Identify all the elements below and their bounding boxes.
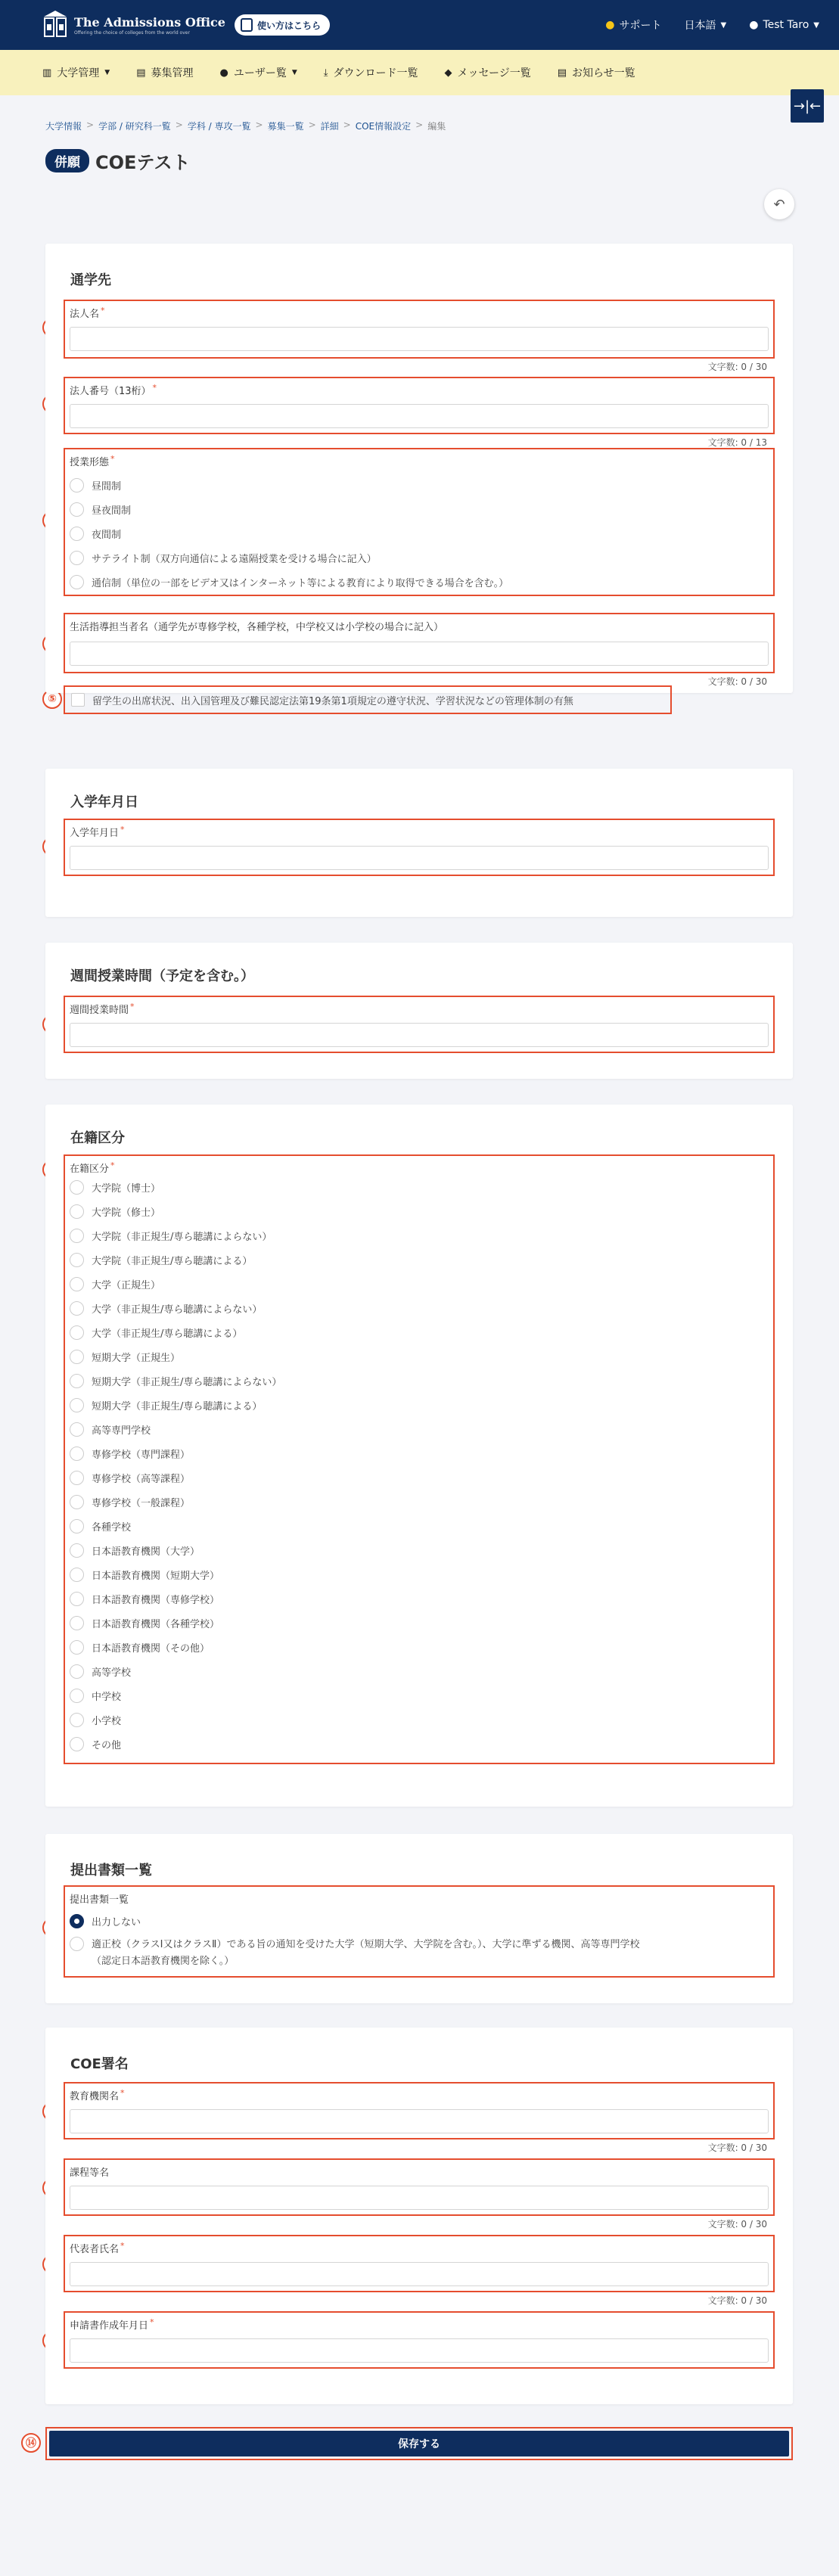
- org-name-input[interactable]: [70, 2109, 769, 2133]
- option-label: 短期大学（正規生）: [92, 1352, 181, 1364]
- nav-recruitment[interactable]: [136, 65, 193, 80]
- option-label: 大学院（博士）: [92, 1182, 161, 1195]
- breadcrumb-separator: >: [175, 120, 183, 130]
- save-button-group: [45, 2427, 793, 2460]
- nav-label: ユーザー覧: [233, 67, 287, 79]
- representative-label: [70, 2241, 125, 2255]
- logo[interactable]: [74, 15, 225, 36]
- radio-button[interactable]: [70, 1229, 84, 1243]
- checkbox-label: 留学生の出席状況、出入国管理及び難民認定法第19条第1項規定の遵守状況、学習状況などの管理体制の有無: [92, 695, 573, 707]
- option-label: 出力しない: [92, 1916, 141, 1928]
- section-title: 提出書類一覧: [70, 1863, 152, 1878]
- radio-button[interactable]: [70, 1180, 84, 1195]
- corp-number-input[interactable]: [70, 404, 769, 428]
- option-label: 専修学校（一般課程）: [92, 1497, 191, 1509]
- option-label: 短期大学（非正規生/専ら聴講による）: [92, 1400, 263, 1412]
- user-menu[interactable]: [749, 19, 819, 31]
- radio-button[interactable]: [70, 1301, 84, 1316]
- notice-icon: ▤: [557, 67, 567, 79]
- collapse-toggle-button[interactable]: [791, 89, 824, 123]
- chevron-down-icon: ▼: [104, 69, 110, 76]
- status-option[interactable]: [70, 1397, 262, 1413]
- label-text: 法人名: [70, 309, 100, 320]
- status-option[interactable]: [70, 1590, 219, 1607]
- status-option[interactable]: [70, 1518, 131, 1534]
- status-option[interactable]: [70, 1276, 160, 1292]
- option-label: 日本語教育機関（各種学校）: [92, 1618, 220, 1630]
- weekly-hours-group: [64, 996, 775, 1053]
- class-format-option[interactable]: [70, 549, 377, 566]
- breadcrumb-item[interactable]: 募集一覧: [267, 121, 304, 132]
- required-mark: *: [120, 2088, 125, 2098]
- section-title: 在籍区分: [70, 1130, 125, 1146]
- enrollment-status-section: [45, 1105, 793, 1807]
- page-title-text: COEテスト: [95, 152, 191, 173]
- radio-button[interactable]: [70, 1277, 84, 1291]
- option-label: 大学院（非正規生/専ら聴講によらない）: [92, 1231, 272, 1243]
- radio-button[interactable]: [70, 1422, 84, 1437]
- undo-icon: ↶: [773, 196, 785, 213]
- breadcrumb-current: 編集: [427, 121, 446, 132]
- radio-button[interactable]: [70, 1592, 84, 1606]
- section-title: 入学年月日: [70, 794, 138, 810]
- user-icon: ●: [749, 19, 759, 31]
- radio-button[interactable]: [70, 1616, 84, 1630]
- radio-button[interactable]: [70, 478, 84, 493]
- application-date-label: [70, 2317, 154, 2332]
- option-label: 高等学校: [92, 1667, 132, 1679]
- school-section: [45, 244, 793, 693]
- option-label: 大学（正規生）: [92, 1279, 161, 1291]
- label-text: 入学年月日: [70, 828, 120, 839]
- breadcrumb-separator: >: [308, 120, 316, 130]
- top-header: [0, 0, 839, 50]
- class-format-option[interactable]: [70, 525, 121, 542]
- enrollment-date-group: [64, 819, 775, 876]
- nav-label: 大学管理: [57, 67, 100, 79]
- corp-number-group: [64, 377, 775, 434]
- option-label: 日本語教育機関（その他）: [92, 1642, 210, 1655]
- application-date-group: [64, 2311, 775, 2369]
- status-option[interactable]: [70, 1493, 190, 1510]
- chat-icon: ◆: [444, 67, 452, 79]
- course-name-group: [64, 2158, 775, 2216]
- required-mark: *: [150, 2317, 154, 2327]
- corp-name-label: [70, 306, 105, 320]
- required-mark: *: [120, 2241, 125, 2251]
- radio-button[interactable]: [70, 1737, 84, 1751]
- collapse-icon: →|←: [793, 98, 822, 114]
- document-icon: ▤: [136, 67, 146, 79]
- representative-input[interactable]: [70, 2262, 769, 2286]
- status-option[interactable]: [70, 1227, 272, 1244]
- howto-label: 使い方はこちら: [256, 20, 321, 31]
- nav-label: メッセージ一覧: [457, 67, 531, 79]
- status-option[interactable]: [70, 1614, 219, 1631]
- option-label: 日本語教育機関（専修学校）: [92, 1594, 220, 1606]
- required-mark: *: [130, 1002, 135, 1011]
- class-format-label: [70, 454, 115, 468]
- status-option[interactable]: [70, 1639, 210, 1655]
- breadcrumb-item[interactable]: 学科 / 専攻一覧: [187, 121, 251, 132]
- option-label: 昼間制: [92, 480, 122, 493]
- option-label: サテライト制（双方向通信による遠隔授業を受ける場合に記入）: [92, 553, 377, 565]
- book-icon: [241, 18, 253, 32]
- status-option[interactable]: [70, 1711, 121, 1728]
- corp-name-counter: 文字数: 0 / 30: [707, 362, 767, 372]
- option-label: 大学（非正規生/専ら聴講による）: [92, 1328, 243, 1340]
- org-name-label: [70, 2088, 125, 2102]
- status-option[interactable]: [70, 1542, 200, 1558]
- nav-users[interactable]: [220, 65, 297, 80]
- coe-signature-section: [45, 2028, 793, 2404]
- user-name: Test Taro: [763, 19, 809, 31]
- breadcrumb-item[interactable]: 大学情報: [45, 121, 82, 132]
- lightbulb-icon: ●: [605, 19, 615, 31]
- nav-messages[interactable]: [445, 65, 531, 80]
- nav-label: お知らせ一覧: [572, 67, 635, 79]
- documents-option[interactable]: [70, 1913, 141, 1929]
- guidance-counter: 文字数: 0 / 30: [707, 676, 767, 687]
- radio-button[interactable]: [70, 1350, 84, 1364]
- org-name-counter: 文字数: 0 / 30: [707, 2143, 767, 2153]
- nav-university[interactable]: [42, 65, 110, 80]
- radio-button[interactable]: [70, 1495, 84, 1509]
- guidance-input[interactable]: [70, 642, 769, 666]
- support-label: サポート: [619, 20, 662, 32]
- course-name-counter: 文字数: 0 / 30: [707, 2219, 767, 2230]
- representative-counter: 文字数: 0 / 30: [707, 2295, 767, 2306]
- radio-button[interactable]: [70, 1253, 84, 1267]
- management-checkbox[interactable]: [71, 693, 85, 707]
- radio-button[interactable]: [70, 527, 84, 541]
- option-label: 各種学校: [92, 1521, 132, 1533]
- radio-button[interactable]: [70, 1398, 84, 1412]
- option-label: その他: [92, 1739, 122, 1751]
- required-mark: *: [110, 1161, 115, 1170]
- option-label: 日本語教育機関（短期大学）: [92, 1570, 220, 1582]
- option-label: 通信制（単位の一部をビデオ又はインターネット等による教育により取得できる場合を含む。）: [92, 577, 509, 589]
- label-text: 教育機関名: [70, 2091, 120, 2102]
- option-label: 日本語教育機関（大学）: [92, 1546, 200, 1558]
- status-option[interactable]: [70, 1179, 160, 1195]
- option-label: 大学院（非正規生/専ら聴講による）: [92, 1255, 253, 1267]
- label-text: 法人番号（13桁）: [70, 386, 151, 397]
- logo-subtitle: Offering the choice of colleges from the world over: [74, 30, 190, 36]
- corp-number-label: [70, 383, 157, 397]
- radio-button[interactable]: [70, 1471, 84, 1485]
- documents-option[interactable]: [70, 1937, 766, 1970]
- chevron-down-icon: ▼: [291, 69, 297, 76]
- radio-button[interactable]: [70, 551, 84, 565]
- breadcrumb-item[interactable]: 詳細: [320, 121, 339, 132]
- page-title: [45, 148, 190, 174]
- course-name-label: 課程等名: [70, 2167, 110, 2179]
- nav-label: ダウンロード一覧: [333, 67, 418, 79]
- radio-button[interactable]: [70, 1664, 84, 1679]
- status-option[interactable]: [70, 1300, 262, 1316]
- radio-button[interactable]: [70, 1446, 84, 1461]
- nav-downloads[interactable]: [324, 65, 418, 80]
- class-format-option[interactable]: [70, 573, 508, 590]
- status-option[interactable]: [70, 1566, 219, 1583]
- course-name-input[interactable]: [70, 2186, 769, 2210]
- label-text: 申請書作成年月日: [70, 2320, 149, 2332]
- label-text: 授業形態: [70, 457, 110, 468]
- option-label: 高等専門学校: [92, 1425, 151, 1437]
- main-nav: [0, 50, 839, 95]
- corp-name-group: [64, 300, 775, 359]
- status-option[interactable]: [70, 1421, 151, 1437]
- radio-button[interactable]: [70, 1204, 84, 1219]
- breadcrumb-item[interactable]: 学部 / 研究科一覧: [98, 121, 171, 132]
- weekly-hours-section: [45, 943, 793, 1079]
- status-option[interactable]: [70, 1203, 160, 1220]
- section-title: 週間授業時間（予定を含む。）: [70, 968, 254, 984]
- back-button[interactable]: [764, 189, 794, 219]
- label-text: 週間授業時間: [70, 1005, 129, 1016]
- breadcrumb-separator: >: [255, 120, 263, 130]
- radio-button[interactable]: [70, 1568, 84, 1582]
- option-label: [92, 1937, 639, 1970]
- university-icon: ▥: [42, 67, 52, 79]
- save-button[interactable]: 保存する: [49, 2431, 789, 2456]
- option-label-line: （認定日本語教育機関を除く。）: [92, 1956, 235, 1967]
- required-mark: *: [110, 454, 115, 464]
- breadcrumb-item[interactable]: COE情報設定: [355, 121, 412, 132]
- management-checkbox-group[interactable]: [64, 685, 672, 714]
- user-icon: ●: [219, 67, 228, 79]
- status-option[interactable]: [70, 1469, 190, 1486]
- radio-button-selected[interactable]: [70, 1914, 84, 1928]
- option-label: 小学校: [92, 1715, 122, 1727]
- weekly-hours-input[interactable]: [70, 1023, 769, 1047]
- weekly-hours-label: [70, 1002, 135, 1016]
- required-mark: *: [120, 825, 125, 834]
- chevron-down-icon: ▼: [813, 20, 819, 30]
- option-label: 昼夜間制: [92, 505, 132, 517]
- radio-button[interactable]: [70, 1519, 84, 1533]
- breadcrumb-separator: >: [343, 120, 351, 130]
- status-option[interactable]: [70, 1687, 121, 1704]
- documents-label: 提出書類一覧: [70, 1894, 129, 1906]
- org-name-group: [64, 2082, 775, 2139]
- documents-section: [45, 1834, 793, 2003]
- label-text: 在籍区分: [70, 1164, 110, 1175]
- guidance-group: [64, 613, 775, 673]
- label-text: 代表者氏名: [70, 2244, 120, 2255]
- radio-button[interactable]: [70, 1325, 84, 1340]
- documents-group: [64, 1885, 775, 1978]
- radio-button[interactable]: [70, 502, 84, 517]
- status-option[interactable]: [70, 1324, 242, 1341]
- option-label: 大学院（修士）: [92, 1207, 161, 1219]
- class-format-option[interactable]: [70, 501, 131, 517]
- section-title: 通学先: [70, 272, 111, 288]
- radio-button[interactable]: [70, 575, 84, 589]
- section-title: COE署名: [70, 2056, 129, 2072]
- status-option[interactable]: [70, 1663, 131, 1680]
- option-label: 中学校: [92, 1691, 122, 1703]
- breadcrumb-separator: >: [86, 120, 95, 130]
- enrollment-status-group: [64, 1154, 775, 1764]
- class-format-group: [64, 448, 775, 596]
- radio-button[interactable]: [70, 1713, 84, 1727]
- enrollment-status-label: [70, 1161, 115, 1175]
- application-date-input[interactable]: [70, 2338, 769, 2363]
- chevron-down-icon: ▼: [720, 20, 727, 30]
- option-label: 夜間制: [92, 529, 122, 541]
- corp-number-counter: 文字数: 0 / 13: [707, 437, 767, 448]
- radio-button[interactable]: [70, 1937, 84, 1951]
- radio-button[interactable]: [70, 1640, 84, 1655]
- breadcrumb: [45, 120, 446, 132]
- annotation-marker: ⑭: [21, 2433, 41, 2453]
- type-badge: 併願: [45, 149, 89, 172]
- status-option[interactable]: [70, 1348, 180, 1365]
- enrollment-date-section: [45, 769, 793, 917]
- required-mark: *: [101, 306, 105, 315]
- guidance-label: 生活指導担当者名（通学先が専修学校，各種学校，中学校又は小学校の場合に記入）: [70, 622, 444, 633]
- status-option[interactable]: [70, 1735, 121, 1752]
- option-label-line: 適正校（クラスⅠ又はクラスⅡ）である旨の通知を受けた大学（短期大学、大学院を含む。）、大学に準ずる機関、高等専門学校: [92, 1939, 640, 1950]
- class-format-option[interactable]: [70, 477, 121, 493]
- breadcrumb-separator: >: [415, 120, 424, 130]
- representative-group: [64, 2235, 775, 2292]
- logo-title: The Admissions Office: [74, 14, 225, 30]
- enrollment-date-input[interactable]: [70, 846, 769, 870]
- corp-name-input[interactable]: [70, 327, 769, 351]
- annotation-marker: ⑤: [42, 689, 62, 709]
- option-label: 短期大学（非正規生/専ら聴講によらない）: [92, 1376, 282, 1388]
- status-option[interactable]: [70, 1372, 281, 1389]
- logo-icon: [42, 9, 68, 39]
- support-link[interactable]: [605, 17, 661, 33]
- language-dropdown[interactable]: [685, 17, 727, 33]
- language-label: 日本語: [684, 20, 716, 32]
- option-label: 専修学校（専門課程）: [92, 1449, 191, 1461]
- enrollment-date-label: [70, 825, 125, 839]
- radio-button[interactable]: [70, 1374, 84, 1388]
- radio-button[interactable]: [70, 1543, 84, 1558]
- radio-button[interactable]: [70, 1689, 84, 1703]
- option-label: 専修学校（高等課程）: [92, 1473, 191, 1485]
- nav-label: 募集管理: [151, 67, 194, 79]
- download-icon: ⤓: [323, 67, 328, 79]
- required-mark: *: [152, 383, 157, 393]
- nav-notices[interactable]: [558, 65, 635, 80]
- status-option[interactable]: [70, 1251, 252, 1268]
- howto-button[interactable]: [235, 14, 330, 36]
- option-label: 大学（非正規生/専ら聴講によらない）: [92, 1304, 263, 1316]
- status-option[interactable]: [70, 1445, 190, 1462]
